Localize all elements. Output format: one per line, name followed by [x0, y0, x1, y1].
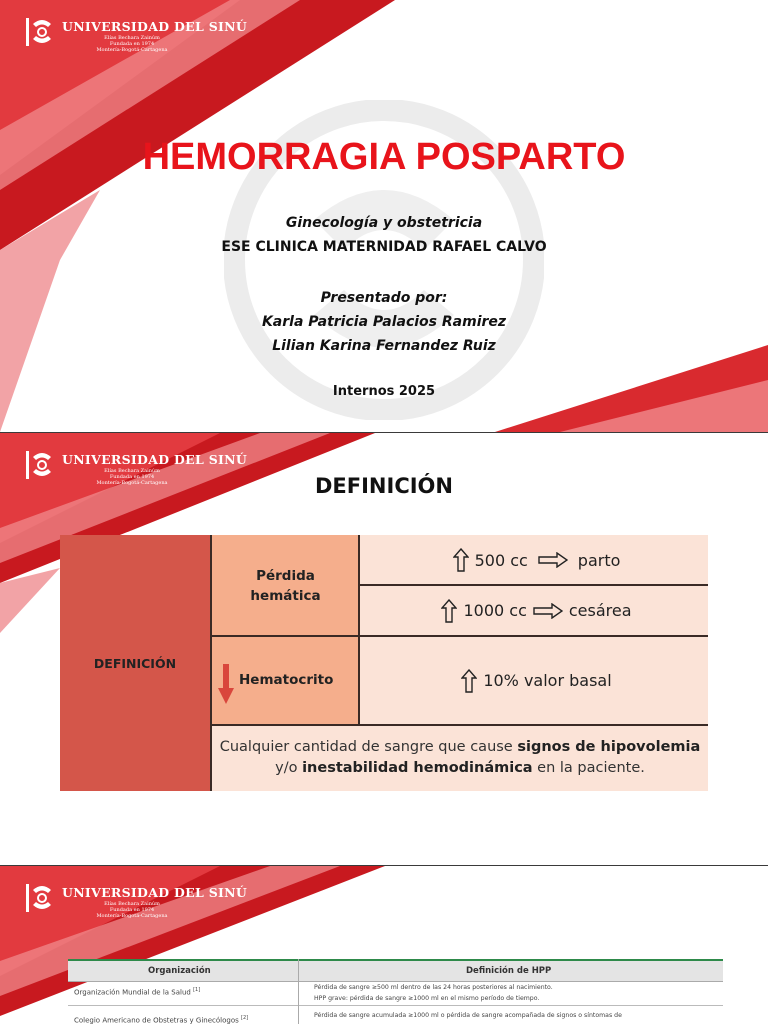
arrow-up-icon — [461, 669, 477, 693]
slide-footer: Internos 2025 — [332, 384, 436, 399]
definition-table — [60, 535, 708, 791]
blood-loss-cell — [212, 535, 359, 636]
slide-title: DEFINICIÓN — [315, 474, 453, 498]
tagline-line: Fundada en 1974 — [109, 907, 155, 913]
table-row — [68, 1006, 723, 1024]
presentation-title: HEMORRAGIA POSPARTO — [142, 136, 626, 178]
tagline-line: Elías Bechara Zainúm — [104, 901, 160, 907]
blood-loss-label: Pérdida — [256, 567, 315, 584]
cesarean-threshold-cell — [359, 585, 708, 636]
organization-name — [74, 1015, 248, 1024]
table-divider — [212, 635, 708, 637]
definition-label-cell: DEFINICIÓN — [60, 535, 212, 791]
organization-text: Organización Mundial de la Salud — [74, 988, 191, 997]
table-header — [68, 959, 723, 982]
presented-by-label: Presentado por: — [320, 290, 448, 306]
hpp-definitions-table — [68, 959, 723, 1024]
table-divider — [210, 535, 212, 791]
university-name: UNIVERSIDAD DEL SINÚ — [62, 885, 248, 900]
definition-slide[interactable] — [0, 433, 768, 865]
vaginal-threshold-cell — [359, 535, 708, 585]
tagline-line: Fundada en 1974 — [109, 41, 155, 47]
subtitle-institution: ESE CLINICA MATERNIDAD RAFAEL CALVO — [221, 239, 547, 255]
tagline-line: Montería-Bogotá-Cartagena — [96, 480, 168, 486]
university-tagline — [82, 901, 182, 919]
arrow-up-icon — [441, 599, 457, 623]
arrow-right-icon — [533, 603, 563, 619]
note-text: en la paciente. — [532, 760, 645, 776]
table-row — [68, 981, 723, 1006]
organization-name — [74, 987, 200, 996]
university-name: UNIVERSIDAD DEL SINÚ — [62, 19, 248, 34]
subtitle-specialty: Ginecología y obstetricia — [285, 215, 483, 231]
tagline-line: Montería-Bogotá-Cartagena — [96, 47, 168, 53]
university-crest-icon — [24, 880, 60, 916]
hematocrit-label: Hematocrito — [239, 672, 334, 688]
definition-note — [212, 725, 708, 791]
table-divider — [212, 724, 708, 726]
table-divider — [358, 535, 360, 725]
tagline-line: Elías Bechara Zainúm — [104, 468, 160, 474]
hpp-definition — [314, 982, 553, 1004]
university-tagline — [82, 35, 182, 53]
note-text: Cualquier cantidad de sangre que cause — [219, 739, 518, 755]
threshold-value: 1000 cc — [463, 601, 527, 620]
hpp-definition — [314, 1010, 622, 1021]
definition-line: Pérdida de sangre ≥500 ml dentro de las 24 horas posteriores al nacimiento. — [314, 984, 553, 991]
reference-link[interactable]: [1] — [193, 987, 201, 993]
column-divider — [298, 959, 299, 1024]
note-emphasis: inestabilidad hemodinámica — [302, 760, 533, 776]
tagline-line: Fundada en 1974 — [109, 474, 155, 480]
blood-loss-label: hemática — [250, 587, 321, 604]
organization-text: Colegio Americano de Obstetras y Ginecólogos — [74, 1016, 239, 1024]
tagline-line: Elías Bechara Zainúm — [104, 35, 160, 41]
university-name: UNIVERSIDAD DEL SINÚ — [62, 452, 248, 467]
presenter-name: Lilian Karina Fernandez Ruiz — [272, 338, 496, 354]
presenter-name: Karla Patricia Palacios Ramirez — [261, 314, 507, 330]
university-logo — [24, 880, 248, 922]
delivery-type: parto — [577, 550, 621, 570]
column-header-organization: Organización — [148, 966, 211, 976]
tagline-line: Montería-Bogotá-Cartagena — [96, 913, 168, 919]
table-divider — [359, 584, 708, 586]
note-emphasis: signos de hipovolemia — [517, 739, 701, 755]
arrow-right-icon — [538, 552, 568, 568]
hematocrit-value: 10% valor basal — [483, 671, 612, 690]
arrow-up-icon — [453, 548, 469, 572]
hematocrit-cell — [212, 636, 359, 725]
definition-line: HPP grave: pérdida de sangre ≥1000 ml en el mismo período de tiempo. — [314, 995, 540, 1002]
definition-line: Pérdida de sangre acumulada ≥1000 ml o pérdida de sangre acompañada de signos o síntomas de — [314, 1012, 622, 1019]
hematocrit-value-cell — [359, 636, 708, 725]
column-header-definition: Definición de HPP — [466, 966, 552, 976]
delivery-type: cesárea — [568, 601, 632, 620]
note-text: y/o — [275, 760, 303, 776]
reference-link[interactable]: [2] — [241, 1015, 249, 1021]
hpp-definitions-slide[interactable] — [0, 866, 768, 1024]
university-crest-icon — [24, 14, 60, 50]
title-slide[interactable] — [0, 0, 768, 432]
university-logo — [24, 14, 248, 56]
arrow-down-icon — [218, 664, 234, 704]
threshold-value: 500 cc — [474, 550, 528, 570]
